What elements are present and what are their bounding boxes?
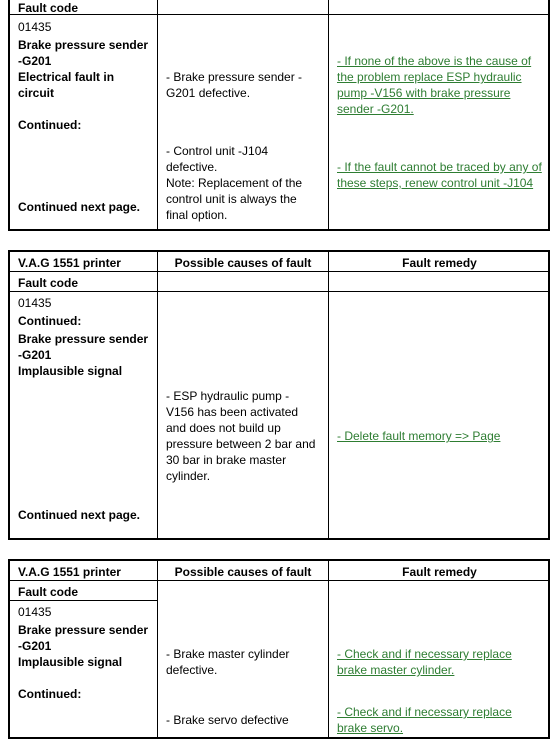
fault-table-3: [8, 559, 550, 739]
printer-header: V.A.G 1551 printer: [18, 565, 121, 579]
fault-table-2: [8, 250, 550, 540]
fault-description: Electrical fault in circuit: [18, 70, 115, 100]
printer-header: V.A.G 1551 printer: [18, 256, 121, 270]
causes-header: Possible causes of fault: [174, 565, 312, 579]
cause-text: - Brake pressure sender - G201 defective.: [166, 70, 303, 100]
cause-text: - Control unit -J104 defective. Note: Replacement of the control unit is always the final option.: [166, 144, 303, 222]
fault-title: Brake pressure sender -G201: [18, 38, 149, 68]
fault-table-1: [8, 0, 550, 231]
fault-code-number: 01435: [18, 20, 52, 34]
fault-code-number: 01435: [18, 605, 52, 619]
remedy-link[interactable]: - Check and if necessary replace brake servo.: [337, 705, 512, 735]
causes-header: Possible causes of fault: [174, 256, 312, 270]
remedy-link[interactable]: - Delete fault memory => Page: [337, 429, 501, 443]
remedy-link[interactable]: - If the fault cannot be traced by any of these steps, renew control unit -J104: [337, 160, 542, 190]
continued-next-label: Continued next page.: [18, 200, 141, 214]
fault-code-header: Fault code: [18, 276, 79, 290]
remedy-header: Fault remedy: [402, 565, 477, 579]
fault-title: Brake pressure sender -G201: [18, 623, 149, 653]
fault-title: Brake pressure sender -G201: [18, 332, 149, 362]
fault-description: Implausible signal: [18, 655, 123, 669]
continued-label: Continued:: [18, 314, 82, 328]
remedy-link[interactable]: - If none of the above is the cause of the problem replace ESP hydraulic pump -V156 with brake pressure sender -G201.: [337, 54, 532, 116]
remedy-link[interactable]: - Check and if necessary replace brake master cylinder.: [337, 647, 512, 677]
continued-label: Continued:: [18, 118, 82, 132]
fault-description: Implausible signal: [18, 364, 123, 378]
cause-text: - Brake servo defective: [166, 713, 289, 727]
fault-code-header: Fault code: [18, 585, 79, 599]
fault-code-header: Fault code: [18, 1, 79, 15]
continued-label: Continued:: [18, 687, 82, 701]
remedy-header: Fault remedy: [402, 256, 477, 270]
fault-code-number: 01435: [18, 296, 52, 310]
cause-text: - Brake master cylinder defective.: [166, 647, 290, 677]
cause-text: - ESP hydraulic pump - V156 has been activated and does not build up pressure between 2 bar and 30 bar in brake master cylinder.: [166, 389, 316, 483]
continued-next-label: Continued next page.: [18, 508, 141, 522]
